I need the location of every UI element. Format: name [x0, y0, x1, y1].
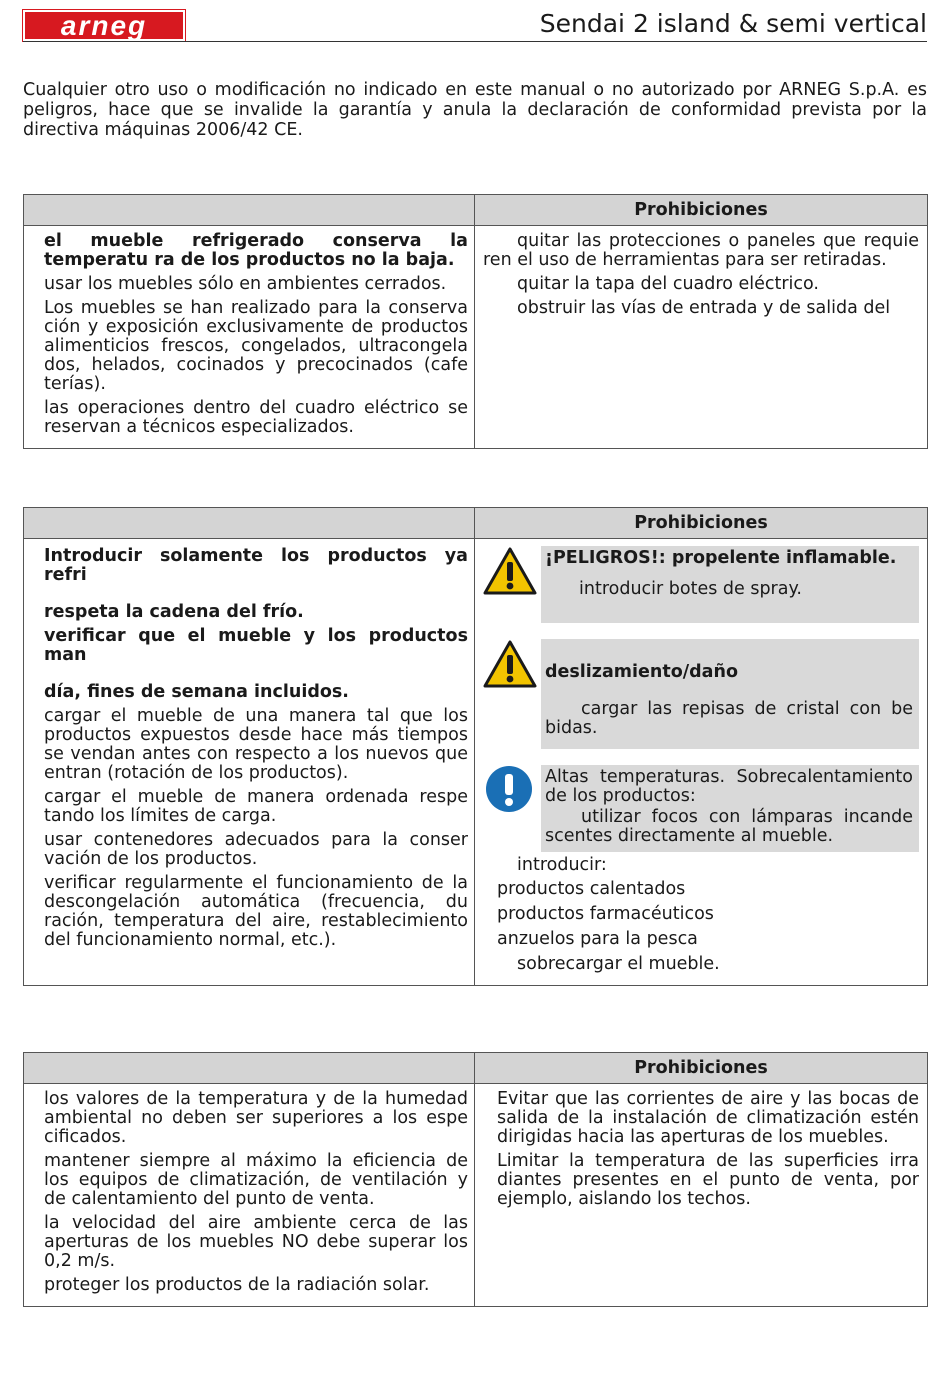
table-3-left-item: mantener siempre al máximo la eficiencia de los equipos de climatización, de ventilación y de calentamiento del punto de venta.: [44, 1151, 468, 1209]
table-3-right-item: Limitar la temperatura de las superficies irra diantes presentes en el punto de venta, por ejemplo, aislando los techos.: [497, 1151, 919, 1209]
table-3-col1-header: [24, 1053, 475, 1084]
table-3-right-item: Evitar que las corrientes de aire y las bocas de salida de la instalación de climatización estén dirigidas hacia las aperturas de los muebles.: [497, 1089, 919, 1147]
table-3-col2-header: Prohibiciones: [475, 1053, 928, 1084]
overload-item: sobrecargar el mueble.: [517, 954, 720, 974]
table-2: [23, 507, 928, 986]
intro-paragraph: Cualquier otro uso o modificación no indicado en este manual o no autorizado por ARNEG S.p.A. es peligros, hace que se invalide la garantía y anula la declaración de conformidad prevista por la directiva máquinas 2006/42 CE.: [23, 80, 927, 140]
table-2-left-item: Introducir solamente los productos ya refri: [44, 546, 468, 585]
table-1-col2-header: Prohibiciones: [475, 195, 928, 226]
warning-triangle-icon: [483, 639, 541, 694]
warning-block-flammable: [483, 546, 919, 623]
warning-title: deslizamiento/daño: [545, 662, 738, 682]
table-2-left-item: verificar regularmente el funcionamiento de la descongelación automática (frecuencia, du ración, temperatura del aire, restablecimiento del funcionamiento normal, etc.).: [44, 873, 468, 950]
info-exclamation-icon: [483, 765, 541, 820]
table-3-left-item: proteger los productos de la radiación solar.: [44, 1275, 430, 1295]
table-1: [23, 194, 928, 449]
list-item: productos calentados: [497, 879, 686, 899]
table-3-left-item: los valores de la temperatura y de la humedad ambiental no deben ser superiores a los espe cificados.: [44, 1089, 468, 1147]
table-1-right-item: obstruir las vías de entrada y de salida del: [517, 298, 891, 318]
table-2-col1-header: [24, 508, 475, 539]
warning-title: ¡PELIGROS!: propelente inflamable.: [545, 548, 897, 568]
warning-block-sliding: [483, 639, 919, 749]
warning-body: utilizar focos con lámparas incande scentes directamente al mueble.: [545, 807, 913, 846]
table-2-left-item: verificar que el mueble y los productos man: [44, 626, 468, 665]
warning-block-temperature: [483, 765, 919, 852]
table-2-left-item: respeta la cadena del frío.: [44, 602, 304, 622]
table-1-left-item: Los muebles se han realizado para la conserva ción y exposición exclusivamente de productos alimenticios frescos, congelados, ultracongela dos, helados, cocinados y precocinados (cafe terías).: [44, 298, 468, 394]
table-1-right-item: quitar las protecciones o paneles que requie ren el uso de herramientas para ser retiradas.: [483, 231, 919, 270]
list-item: productos farmacéuticos: [497, 904, 714, 924]
warning-triangle-icon: [483, 546, 541, 601]
table-2-col2-header: Prohibiciones: [475, 508, 928, 539]
table-1-right-item: quitar la tapa del cuadro eléctrico.: [517, 274, 819, 294]
table-2-left-item: día, fines de semana incluidos.: [44, 682, 349, 702]
table-2-left-item: cargar el mueble de manera ordenada respe tando los límites de carga.: [44, 787, 468, 826]
warning-body: introducir botes de spray.: [579, 579, 802, 599]
table-2-left-item: usar contenedores adecuados para la conser vación de los productos.: [44, 830, 468, 869]
table-1-left-item: las operaciones dentro del cuadro eléctrico se reservan a técnicos especializados.: [44, 398, 468, 437]
warning-body: cargar las repisas de cristal con be bidas.: [545, 699, 913, 738]
warning-title: Altas temperaturas. Sobrecalentamiento de los productos:: [545, 767, 913, 806]
header-rule: [23, 41, 927, 42]
table-1-col1-header: [24, 195, 475, 226]
table-3: [23, 1052, 928, 1307]
table-1-left-item: el mueble refrigerado conserva la temperatu ra de los productos no la baja.: [44, 231, 468, 270]
list-item: anzuelos para la pesca: [497, 929, 698, 949]
introduce-label: introducir:: [517, 855, 607, 875]
table-2-left-item: cargar el mueble de una manera tal que los productos expuestos desde hace más tiempos se vendan antes con respecto a los nuevos que entran (rotación de los productos).: [44, 706, 468, 783]
document-title: Sendai 2 island & semi vertical: [539, 9, 927, 38]
table-3-left-item: la velocidad del aire ambiente cerca de las aperturas de los muebles NO debe superar los 0,2 m/s.: [44, 1213, 468, 1271]
table-1-left-item: usar los muebles sólo en ambientes cerrados.: [44, 274, 447, 294]
arneg-logo: arneg: [23, 10, 185, 41]
